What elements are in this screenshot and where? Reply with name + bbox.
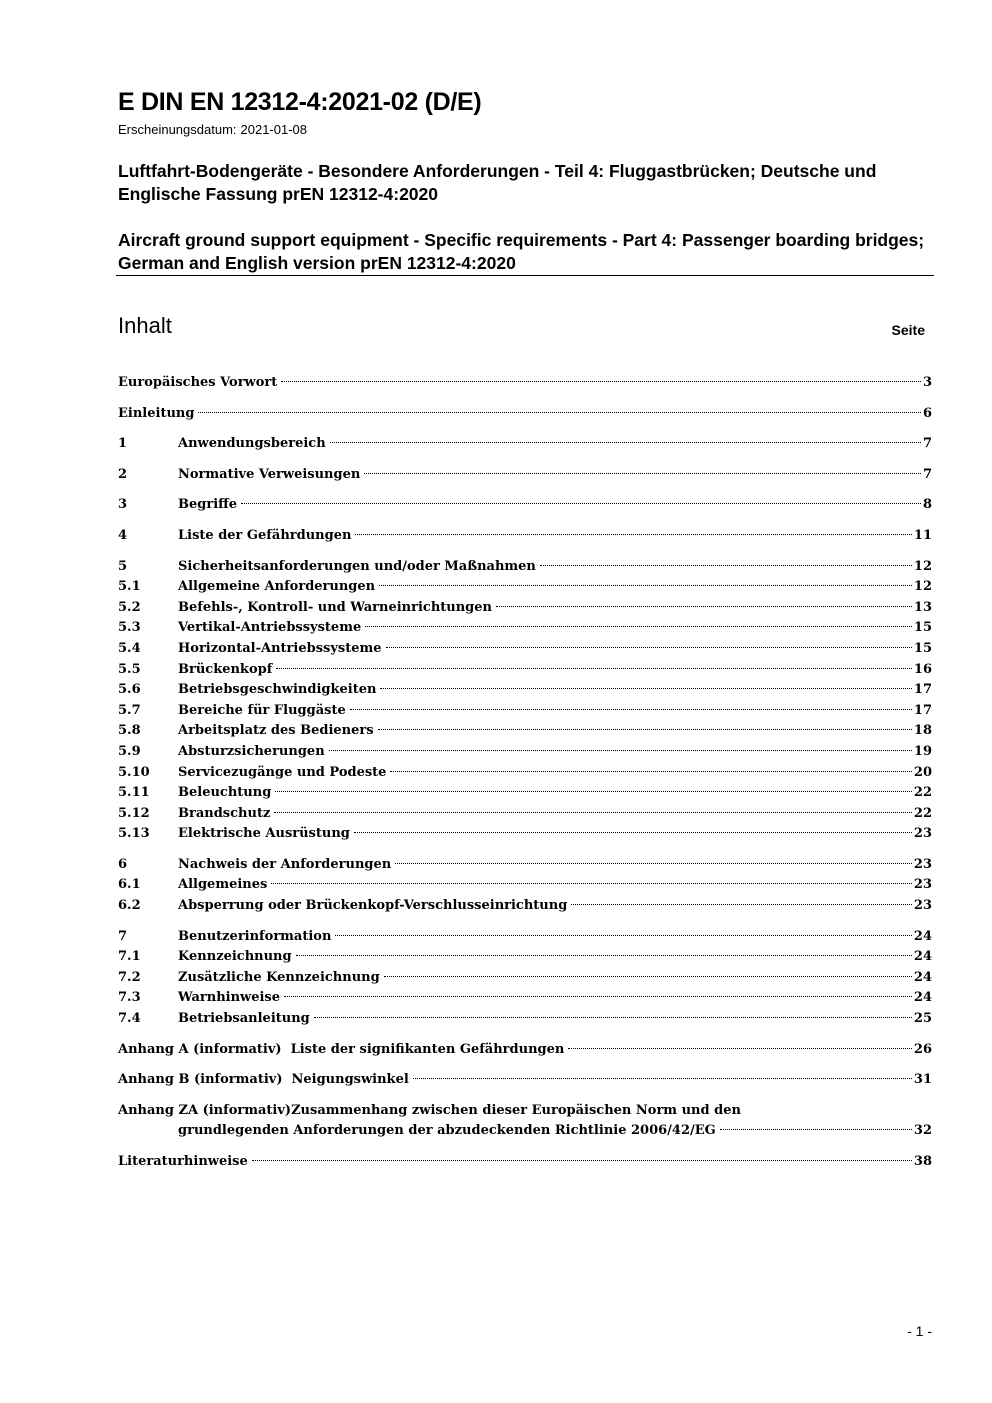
toc-entry-annex[interactable] (118, 1070, 932, 1091)
toc-leader (379, 585, 912, 586)
toc-entry-label: Absperrung oder Brückenkopf-Verschlusseinrichtung (178, 898, 568, 914)
toc-entry-number: 5.3 (118, 620, 141, 636)
toc-heading: Inhalt (118, 313, 172, 338)
toc-entry-page: 19 (913, 743, 932, 759)
toc-entry-line1 (118, 1101, 932, 1122)
toc-entry[interactable] (118, 896, 932, 917)
toc-leader (386, 647, 912, 648)
publication-date-label: Erscheinungsdatum: (118, 122, 237, 137)
toc-entry-number: 7 (118, 928, 128, 944)
toc-entry-label (118, 1070, 409, 1091)
toc-entry[interactable] (118, 804, 932, 825)
toc-leader (314, 1017, 912, 1018)
toc-entry-page: 23 (913, 856, 932, 872)
toc-entry-page: 23 (913, 826, 932, 842)
toc-entry-number: 7.2 (118, 969, 141, 985)
toc-leader (568, 1048, 912, 1049)
toc-entry[interactable] (118, 373, 932, 394)
toc-leader (720, 1129, 912, 1130)
toc-entry-page: 17 (913, 702, 932, 718)
toc-entry[interactable] (118, 701, 932, 722)
toc-entry-label: Nachweis der Anforderungen (178, 856, 392, 872)
toc-entry-page: 22 (913, 805, 932, 821)
toc-leader (364, 473, 921, 474)
toc-leader (275, 791, 912, 792)
toc-entry-page: 24 (913, 969, 932, 985)
toc-entry[interactable] (118, 526, 932, 547)
toc-entry-page: 24 (913, 949, 932, 965)
toc-entry-number: 4 (118, 527, 128, 543)
toc-entry-label: Betriebsgeschwindigkeiten (178, 682, 377, 698)
toc-entry-label: Allgemeines (178, 877, 268, 893)
footer-page-number: - 1 - (907, 1323, 932, 1339)
toc-entry-label: Absturzsicherungen (178, 743, 325, 759)
toc-entry-label: Arbeitsplatz des Bedieners (178, 723, 374, 739)
toc-entry-label: Liste der Gefährdungen (178, 527, 352, 543)
toc-entry-number: 5.5 (118, 661, 141, 677)
toc-entry-number: 7.3 (118, 990, 141, 1006)
toc-entry-label: Benutzerinformation (178, 928, 332, 944)
toc-entry-number: 5 (118, 558, 128, 574)
toc-entry-number: 5.9 (118, 743, 141, 759)
toc-leader (241, 503, 921, 504)
toc-entry-label: Sicherheitsanforderungen und/oder Maßnahmen (178, 558, 536, 574)
toc-entry-page: 23 (913, 877, 932, 893)
toc-entry-line2 (118, 1121, 932, 1142)
toc-entry-number: 5.1 (118, 579, 141, 595)
toc-entry-page: 22 (913, 785, 932, 801)
toc-entry[interactable] (118, 947, 932, 968)
toc-page-heading: Seite (891, 322, 925, 338)
title-german: Luftfahrt-Bodengeräte - Besondere Anforderungen - Teil 4: Fluggastbrücken; Deutsche und Englische Fassung prEN 12312-4:2020 (118, 161, 877, 204)
toc-leader (355, 534, 911, 535)
toc-entry-label: Europäisches Vorwort (118, 375, 278, 390)
toc-entry[interactable] (118, 824, 932, 845)
toc-leader (378, 729, 912, 730)
toc-leader (330, 442, 921, 443)
toc-entry-page: 7 (922, 466, 932, 482)
toc-entry-annex[interactable] (118, 1101, 932, 1142)
toc-leader (276, 668, 912, 669)
toc-entry-label: Befehls-, Kontroll- und Warneinrichtungen (178, 599, 492, 615)
toc-entry-page: 18 (913, 723, 932, 739)
toc-entry-label: Beleuchtung (178, 785, 272, 801)
toc-entry[interactable] (118, 639, 932, 660)
toc-entry-page: 12 (913, 579, 932, 595)
toc-entry-label: Betriebsanleitung (178, 1011, 310, 1027)
table-of-contents (118, 373, 932, 1173)
toc-entry-page: 3 (922, 375, 932, 390)
toc-entry[interactable] (118, 721, 932, 742)
toc-entry[interactable] (118, 927, 932, 948)
toc-annex-title: Zusammenhang zwischen dieser Europäischen Norm und den (291, 1102, 741, 1118)
toc-entry[interactable] (118, 680, 932, 701)
toc-entry-label (118, 1040, 564, 1061)
toc-leader (329, 750, 912, 751)
toc-entry-label: Elektrische Ausrüstung (178, 826, 350, 842)
toc-leader (365, 626, 912, 627)
toc-entry-number: 5.2 (118, 599, 141, 615)
toc-entry-page: 24 (913, 990, 932, 1006)
toc-annex-title: Liste der signifikanten Gefährdungen (290, 1041, 565, 1057)
toc-entry[interactable] (118, 660, 932, 681)
toc-leader (274, 812, 912, 813)
toc-entry-number: 5.13 (118, 826, 150, 842)
header-rule (116, 275, 934, 276)
toc-entry-label: Allgemeine Anforderungen (178, 579, 376, 595)
toc-entry[interactable] (118, 855, 932, 876)
toc-entry[interactable] (118, 465, 932, 486)
toc-leader (390, 771, 911, 772)
toc-entry-page: 20 (913, 764, 932, 780)
toc-entry-number: 7.4 (118, 1011, 141, 1027)
toc-entry[interactable] (118, 783, 932, 804)
toc-entry-label: Begriffe (178, 497, 238, 513)
toc-entry-page: 15 (913, 640, 932, 656)
publication-date-value: 2021-01-08 (240, 122, 308, 137)
toc-entry-page: 17 (913, 682, 932, 698)
toc-entry-page: 26 (913, 1041, 932, 1057)
toc-entry[interactable] (118, 968, 932, 989)
toc-leader (284, 996, 912, 997)
toc-entry-page: 38 (913, 1154, 932, 1169)
toc-entry-label: Vertikal-Antriebssysteme (178, 620, 362, 636)
toc-entry[interactable] (118, 763, 932, 784)
toc-entry-number: 5.12 (118, 805, 150, 821)
toc-entry-label: Zusätzliche Kennzeichnung (178, 969, 380, 985)
toc-entry-label: Horizontal-Antriebssysteme (178, 640, 382, 656)
toc-entry[interactable] (118, 1009, 932, 1030)
toc-leader (350, 709, 912, 710)
toc-entry-page: 32 (913, 1123, 932, 1139)
toc-entry-page: 23 (913, 898, 932, 914)
toc-leader (380, 688, 911, 689)
toc-entry-number: 5.8 (118, 723, 141, 739)
toc-entry-number: 5.10 (118, 764, 150, 780)
toc-entry-label: Literaturhinweise (118, 1154, 248, 1169)
toc-leader (496, 606, 912, 607)
toc-entry-page: 6 (922, 405, 932, 421)
toc-entry-label: Brandschutz (178, 805, 271, 821)
toc-entry-label: Brückenkopf (178, 661, 273, 677)
toc-entry-number: 3 (118, 497, 128, 513)
toc-entry[interactable] (118, 988, 932, 1009)
toc-leader (571, 904, 912, 905)
toc-entry-number: 1 (118, 436, 128, 452)
toc-entry-number: 6.2 (118, 898, 141, 914)
toc-entry-number: 2 (118, 466, 128, 482)
toc-leader (354, 832, 912, 833)
toc-entry[interactable] (118, 434, 932, 455)
toc-entry-page: 11 (913, 527, 932, 543)
toc-annex-prefix: Anhang B (informativ) (118, 1072, 283, 1088)
toc-entry-page: 7 (922, 436, 932, 452)
toc-annex-prefix: Anhang A (informativ) (118, 1041, 282, 1057)
toc-leader (395, 863, 912, 864)
toc-entry[interactable] (118, 495, 932, 516)
toc-entry-page: 12 (913, 558, 932, 574)
toc-entry-page: 16 (913, 661, 932, 677)
toc-leader (413, 1078, 912, 1079)
toc-entry-page: 8 (922, 497, 932, 513)
toc-leader (384, 976, 912, 977)
toc-entry-annex[interactable] (118, 1040, 932, 1061)
toc-entry-number: 5.7 (118, 702, 141, 718)
toc-entry-page: 13 (913, 599, 932, 615)
toc-entry-number: 5.4 (118, 640, 141, 656)
toc-entry-label: Bereiche für Fluggäste (178, 702, 346, 718)
toc-entry[interactable] (118, 557, 932, 578)
toc-entry[interactable] (118, 598, 932, 619)
toc-entry[interactable] (118, 577, 932, 598)
toc-entry[interactable] (118, 618, 932, 639)
toc-entry-number: 5.6 (118, 682, 141, 698)
toc-annex-title: Neigungswinkel (291, 1072, 409, 1088)
toc-annex-prefix: Anhang ZA (informativ) (118, 1102, 292, 1118)
toc-entry[interactable] (118, 875, 932, 896)
toc-entry-label: Kennzeichnung (178, 949, 292, 965)
toc-entry-label: Warnhinweise (178, 990, 281, 1006)
toc-leader (198, 412, 921, 413)
publication-date (118, 122, 307, 137)
toc-entry-label: Servicezugänge und Podeste (178, 764, 387, 780)
toc-leader (271, 883, 912, 884)
toc-entry-number: 5.11 (118, 785, 150, 801)
toc-entry-page: 25 (913, 1011, 932, 1027)
toc-entry-page: 24 (913, 928, 932, 944)
toc-leader (252, 1160, 912, 1161)
title-english: Aircraft ground support equipment - Specific requirements - Part 4: Passenger boarding bridges; German and English version prEN 12312-4:2020 (118, 230, 925, 273)
toc-entry[interactable] (118, 1152, 932, 1173)
toc-entry-label: Einleitung (118, 405, 195, 421)
toc-entry-number: 6 (118, 856, 128, 872)
toc-leader (281, 381, 921, 382)
toc-entry-page: 31 (913, 1072, 932, 1088)
toc-annex-title-cont: grundlegenden Anforderungen der abzudeckenden Richtlinie 2006/42/EG (178, 1123, 716, 1139)
toc-entry-label: Anwendungsbereich (178, 436, 326, 452)
toc-leader (296, 955, 912, 956)
toc-leader (335, 935, 911, 936)
toc-entry[interactable] (118, 742, 932, 763)
toc-entry-page: 15 (913, 620, 932, 636)
toc-entry-label: Normative Verweisungen (178, 466, 361, 482)
document-id: E DIN EN 12312-4:2021-02 (D/E) (118, 88, 482, 116)
toc-entry-number: 6.1 (118, 877, 141, 893)
toc-leader (540, 565, 912, 566)
toc-entry-number: 7.1 (118, 949, 141, 965)
toc-entry[interactable] (118, 404, 932, 425)
